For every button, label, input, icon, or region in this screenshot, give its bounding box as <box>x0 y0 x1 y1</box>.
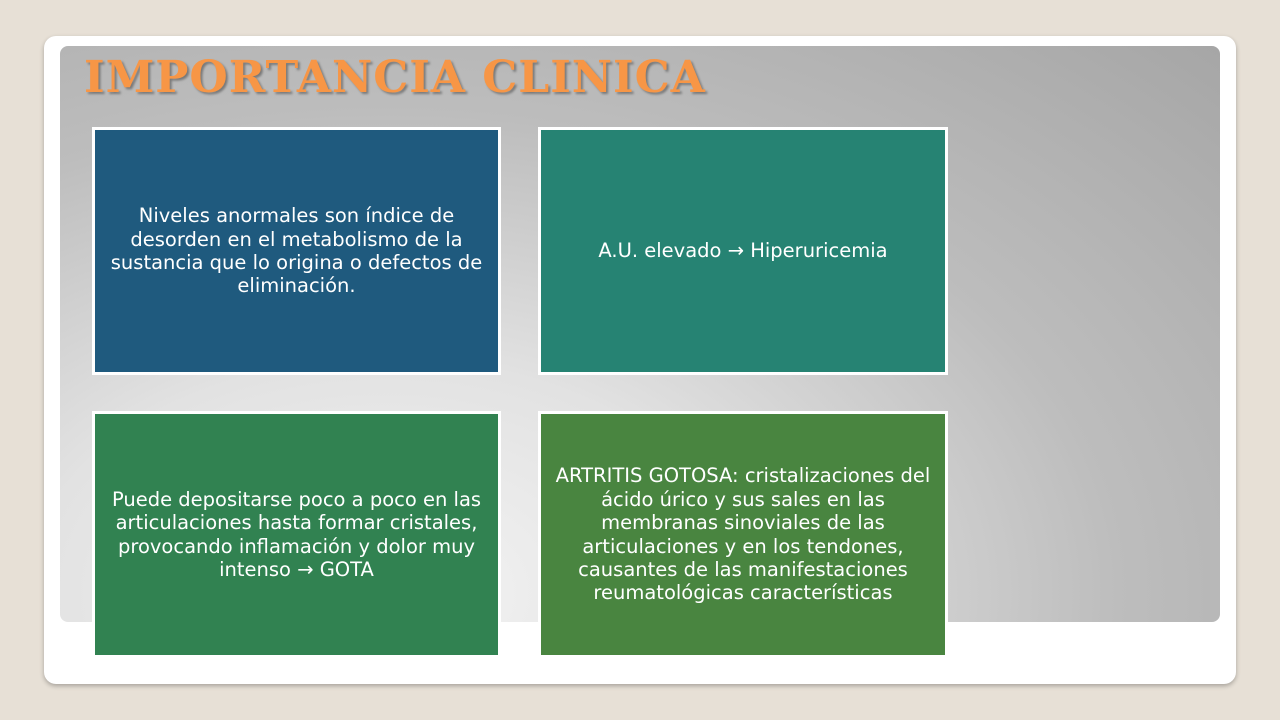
info-box-text: ARTRITIS GOTOSA: cristalizaciones del ácido úrico y sus sales en las membranas sinoviales de las articulaciones y en los tendones, causantes de las manifestaciones reumatológicas características <box>555 464 931 605</box>
info-box-text: Niveles anormales son índice de desorden en el metabolismo de la sustancia que lo origina o defectos de eliminación. <box>110 204 483 298</box>
info-box-gouty-arthritis <box>538 411 948 658</box>
info-box-text: Puede depositarse poco a poco en las articulaciones hasta formar cristales, provocando inflamación y dolor muy intenso → GOTA <box>111 487 482 581</box>
info-box-gout <box>92 411 501 658</box>
info-box-text: A.U. elevado → Hiperuricemia <box>598 239 888 263</box>
info-box-abnormal-levels <box>92 127 501 375</box>
slide-title: IMPORTANCIA CLINICA <box>84 52 706 103</box>
info-box-hyperuricemia <box>538 127 948 375</box>
